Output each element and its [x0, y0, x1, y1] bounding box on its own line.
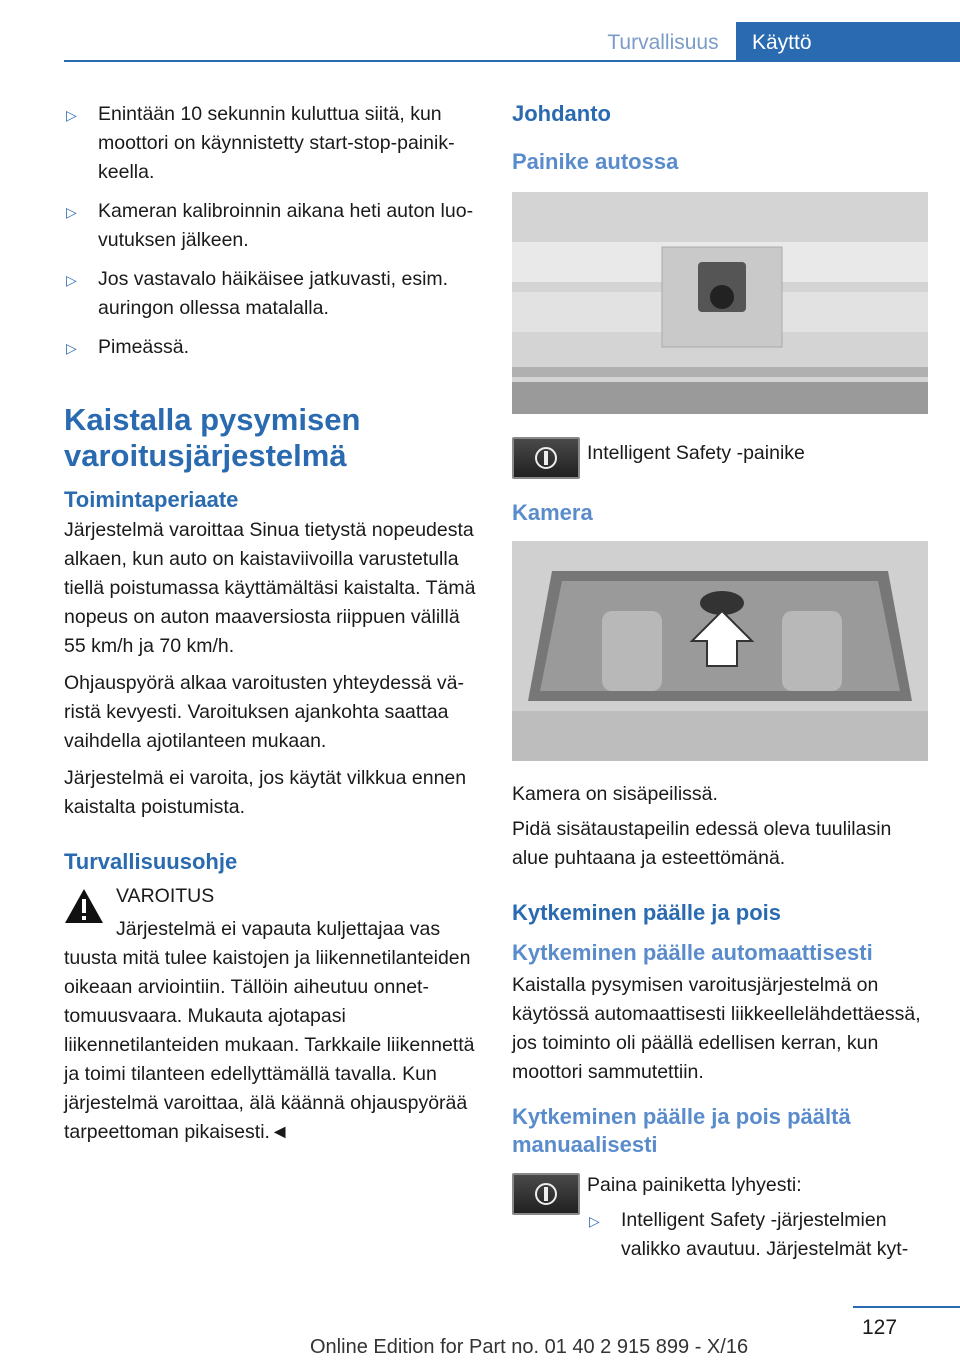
heading-safety: Turvallisuusohje: [64, 849, 238, 874]
list-item: ▷ Jos vastavalo häikäisee jatkuvasti, esim. auringon ollessa matalalla.: [66, 268, 449, 319]
heading-button: Painike autossa: [512, 149, 679, 174]
condition-list: [64, 100, 480, 362]
triangle-bullet-icon: ▷: [66, 204, 77, 220]
triangle-bullet-icon: ▷: [66, 340, 77, 356]
heading-camera: Kamera: [512, 500, 593, 525]
manual-list: [587, 1206, 930, 1264]
left-column: [64, 100, 480, 1147]
section-title: Kaistalla pysymisen varoitusjärjestelmä: [64, 402, 361, 473]
button-label: Intelligent Safety -painike: [587, 442, 805, 464]
principle-paragraph-3: Järjestelmä ei varoita, jos käytät vilkkua ennen kaistalta poistumista.: [64, 767, 467, 818]
heading-switch: Kytkeminen päälle ja pois: [512, 900, 781, 925]
warning-text-line1: Järjestelmä ei vapauta kuljettajaa vas: [116, 918, 441, 940]
list-item: ▷ Enintään 10 sekunnin kuluttua siitä, kun moottori on käynnistetty start-stop-painikkeella.: [66, 103, 455, 183]
footer-edition: Online Edition for Part no. 01 40 2 915 899 - X/16: [310, 1336, 749, 1358]
header-section-tab: Turvallisuus: [590, 22, 736, 60]
header-chapter-tab: Käyttö: [736, 22, 960, 62]
intelligent-safety-button-icon: [512, 1173, 580, 1215]
camera-paragraph-2: Pidä sisätaustapeilin edessä oleva tuulilasin alue puhtaana ja esteettömänä.: [512, 818, 892, 869]
right-column: [512, 100, 930, 1274]
page-number: 127: [862, 1316, 898, 1339]
manual-block: [512, 1171, 930, 1264]
heading-intro: Johdanto: [512, 101, 611, 126]
footer-rule: [853, 1306, 960, 1308]
principle-paragraph-2: Ohjauspyörä alkaa varoitusten yhteydessä väristä kevyesti. Varoituksen ajankohta saattaa vaihdella ajotilanteen mukaan.: [64, 672, 464, 752]
heading-manual: Kytkeminen päälle ja pois päältä manuaalisesti: [512, 1104, 851, 1157]
heading-principle: Toimintaperiaate: [64, 487, 239, 512]
warning-title: VAROITUS: [116, 885, 215, 907]
list-item: ▷ Intelligent Safety -järjestelmien valikko avautuu. Järjestelmät kyt-: [589, 1209, 909, 1260]
warning-triangle-icon: [64, 888, 104, 924]
list-item: ▷ Kameran kalibroinnin aikana heti auton luovutuksen jälkeen.: [66, 200, 474, 251]
triangle-bullet-icon: ▷: [66, 107, 77, 123]
button-legend: [512, 437, 930, 493]
triangle-bullet-icon: ▷: [66, 272, 77, 288]
camera-paragraph-1: Kamera on sisäpeilissä.: [512, 783, 718, 805]
warning-block: [64, 882, 480, 944]
manual-paragraph: Paina painiketta lyhyesti:: [587, 1174, 802, 1196]
triangle-bullet-icon: ▷: [589, 1213, 600, 1229]
dashboard-button-photo: [512, 192, 928, 414]
principle-paragraph-1: Järjestelmä varoittaa Sinua tietystä nopeudesta alkaen, kun auto on kaistaviivoilla varustetulla tiellä poistumassa käyttämältäsi kaistalta. Tämä nopeus on auton maaversiosta riippuen välillä 55 km/h ja 70 km/h.: [64, 519, 476, 657]
windshield-camera-photo: [512, 541, 928, 761]
intelligent-safety-button-icon: [512, 437, 580, 479]
heading-auto: Kytkeminen päälle automaattisesti: [512, 940, 873, 965]
auto-paragraph: Kaistalla pysymisen varoitusjärjestelmä on käytössä automaattisesti liikkeellelähdettäessä, jos toiminto oli päällä edellisen kerran, kun moottori sammutettiin.: [512, 974, 921, 1083]
list-item: ▷ Pimeässä.: [64, 333, 480, 362]
warning-text: tuusta mitä tulee kaistojen ja liikennetilanteiden oikeaan arviointiin. Tällöin aiheutuu onnettomuusvaara. Mukauta ajotapasi liikennetilanteiden mukaan. Tarkkaile liikennettä ja toimi tilanteen edellyttämällä tavalla. Kun järjestelmä varoittaa, älä käännä ohjauspyörää tarpeettoman pikaisesti.◄: [64, 947, 475, 1143]
